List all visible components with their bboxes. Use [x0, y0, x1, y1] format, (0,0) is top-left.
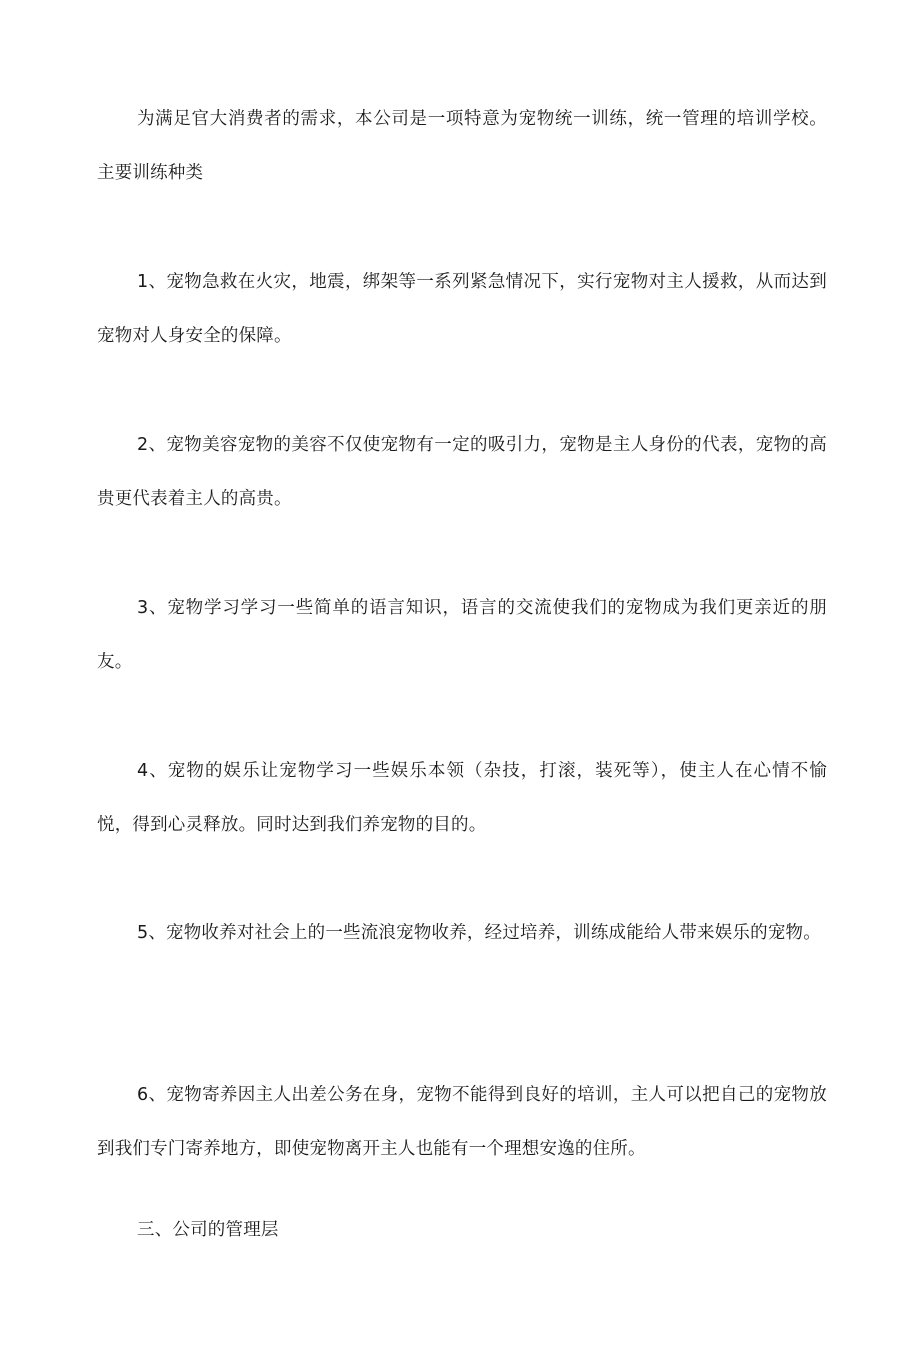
training-item-grooming: 2、宠物美容宠物的美容不仅使宠物有一定的吸引力，宠物是主人身份的代表，宠物的高贵更代表着主人的高贵。: [97, 435, 827, 509]
training-item-adoption: 5、宠物收养对社会上的一些流浪宠物收养，经过培养，训练成能给人带来娱乐的宠物。: [137, 923, 821, 943]
training-item-entertainment: 4、宠物的娱乐让宠物学习一些娱乐本领（杂技，打滚，装死等），使主人在心情不愉悦，得到心灵释放。同时达到我们养宠物的目的。: [97, 761, 827, 835]
training-item-emergency-rescue: 1、宠物急救在火灾，地震，绑架等一系列紧急情况下，实行宠物对主人援救，从而达到宠物对人身安全的保障。: [97, 272, 827, 346]
section-heading: 三、公司的管理层: [137, 1220, 279, 1240]
training-item-learning: 3、宠物学习学习一些简单的语言知识，语言的交流使我们的宠物成为我们更亲近的朋友。: [97, 598, 827, 672]
training-item-boarding: 6、宠物寄养因主人出差公务在身，宠物不能得到良好的培训，主人可以把自己的宠物放到我们专门寄养地方，即使宠物离开主人也能有一个理想安逸的住所。: [97, 1085, 827, 1159]
intro-paragraph: 为满足官大消费者的需求，本公司是一项特意为宠物统一训练，统一管理的培训学校。主要训练种类: [97, 109, 827, 183]
